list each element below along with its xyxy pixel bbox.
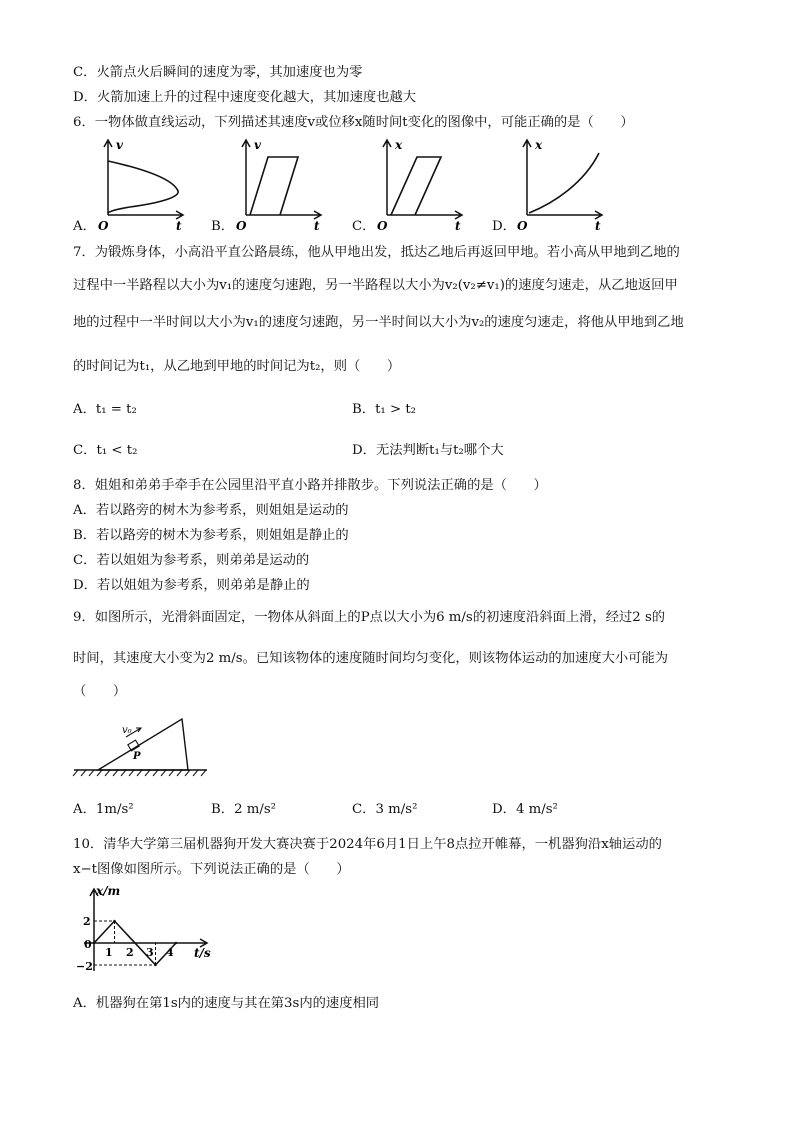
q10-xt-chart xyxy=(78,885,218,975)
graph-b-origin: O xyxy=(236,219,247,233)
q7-stem-line1: 7．为锻炼身体，小高沿平直公路晨练，他从甲地出发，抵达乙地后再返回甲地。若小高从甲地到乙地的 xyxy=(73,245,680,260)
incline-triangle xyxy=(98,719,188,770)
q9-option-b: B．2 m/s² xyxy=(211,802,276,817)
xt-x-axis-label: t/s xyxy=(194,946,211,960)
graph-d-x-label: t xyxy=(595,219,601,233)
q6-option-a-label: A． xyxy=(73,219,96,234)
xt-y-tick-2: 2 xyxy=(83,915,91,928)
graph-d-origin: O xyxy=(517,219,528,233)
q8-option-d: D．若以姐姐为参考系，则弟弟是静止的 xyxy=(73,578,310,593)
graph-a-x-label: t xyxy=(176,219,182,233)
q5-option-d: D．火箭加速上升的过程中速度变化越大，其加速度也越大 xyxy=(73,90,417,105)
v0-label: v₀ xyxy=(122,725,132,736)
graph-d-curve xyxy=(529,153,599,213)
q6-option-c-label: C． xyxy=(352,219,376,234)
graph-c-parallelogram xyxy=(391,157,441,215)
q7-stem-line3: 地的过程中一半时间以大小为v₁的速度匀速跑，另一半时间以大小为v₂的速度匀速走，将他从甲地到乙地 xyxy=(73,315,684,330)
q8-option-a: A．若以路旁的树木为参考系，则姐姐是运动的 xyxy=(73,503,349,518)
q8-option-c: C．若以姐姐为参考系，则弟弟是运动的 xyxy=(73,553,310,568)
xt-data-point xyxy=(93,942,95,944)
q10-stem-line1: 10．清华大学第三届机器狗开发大赛决赛于2024年6月1日上午8点拉开帷幕，一机器狗沿x轴运动的 xyxy=(73,837,662,852)
xt-x-tick-4: 4 xyxy=(166,946,174,959)
graph-b-parallelogram xyxy=(250,157,298,215)
q6-option-d-label: D． xyxy=(492,219,516,234)
q9-stem-line1: 9．如图所示，光滑斜面固定，一物体从斜面上的P点以大小为6 m/s的初速度沿斜面上滑，经过2 s的 xyxy=(73,610,666,625)
q8-stem: 8．姐姐和弟弟手牵手在公园里沿平直小路并排散步。下列说法正确的是（ ） xyxy=(73,478,547,493)
point-p-label: P xyxy=(133,751,141,762)
q6-stem: 6．一物体做直线运动，下列描述其速度v或位移x随时间t变化的图像中，可能正确的是（ ） xyxy=(73,115,634,130)
q9-option-c: C．3 m/s² xyxy=(352,802,418,817)
graph-c-y-label: x xyxy=(395,138,403,152)
q7-stem-line2: 过程中一半路程以大小为v₁的速度匀速跑，另一半路程以大小为v₂(v₂≠v₁)的速度匀速走，从乙地返回甲 xyxy=(73,278,678,293)
q6-option-b-label: B． xyxy=(211,219,235,234)
q7-option-a: A．t₁ = t₂ xyxy=(73,402,137,417)
q10-stem-line2: x−t图像如图所示。下列说法正确的是（ ） xyxy=(73,862,350,877)
q9-option-d: D．4 m/s² xyxy=(492,802,558,817)
q7-option-d: D．无法判断t₁与t₂哪个大 xyxy=(352,443,504,458)
q7-option-b: B．t₁ > t₂ xyxy=(352,402,417,417)
q6-graph-c xyxy=(369,135,469,235)
q8-option-b: B．若以路旁的树木为参考系，则姐姐是静止的 xyxy=(73,528,349,543)
xt-y-axis-label: x/m xyxy=(96,884,121,898)
q6-graph-d xyxy=(509,135,609,235)
q9-incline-figure xyxy=(72,715,212,777)
xt-data-point xyxy=(175,942,177,944)
graph-c-origin: O xyxy=(377,219,388,233)
q10-option-a: A．机器狗在第1s内的速度与其在第3s内的速度相同 xyxy=(73,996,380,1011)
xt-y-tick-minus2: −2 xyxy=(76,960,93,973)
xt-data-point xyxy=(154,964,156,966)
graph-b-y-label: v xyxy=(254,138,261,152)
q5-option-c: C．火箭点火后瞬间的速度为零，其加速度也为零 xyxy=(73,65,363,80)
xt-data-point xyxy=(113,920,115,922)
graph-a-y-label: v xyxy=(116,138,123,152)
graph-a-curve xyxy=(108,161,178,213)
q9-option-a: A．1m/s² xyxy=(73,802,134,817)
q6-graph-a xyxy=(90,135,190,235)
xt-x-tick-1: 1 xyxy=(105,946,113,959)
q9-stem-line3: （ ） xyxy=(73,684,127,699)
q7-stem-line4: 的时间记为t₁，从乙地到甲地的时间记为t₂，则（ ） xyxy=(73,359,401,374)
graph-d-y-label: x xyxy=(535,138,543,152)
q7-option-c: C．t₁ < t₂ xyxy=(73,443,138,458)
ground-hatching xyxy=(73,770,206,776)
xt-origin-label: 0 xyxy=(84,938,92,951)
q6-graph-b xyxy=(228,135,328,235)
q9-stem-line2: 时间，其速度大小变为2 m/s。已知该物体的速度随时间均匀变化，则该物体运动的加速度大小可能为 xyxy=(73,651,669,666)
graph-c-x-label: t xyxy=(455,219,461,233)
graph-b-x-label: t xyxy=(314,219,320,233)
graph-a-origin: O xyxy=(98,219,109,233)
xt-x-tick-2: 2 xyxy=(126,946,134,959)
xt-x-tick-3: 3 xyxy=(146,946,154,959)
